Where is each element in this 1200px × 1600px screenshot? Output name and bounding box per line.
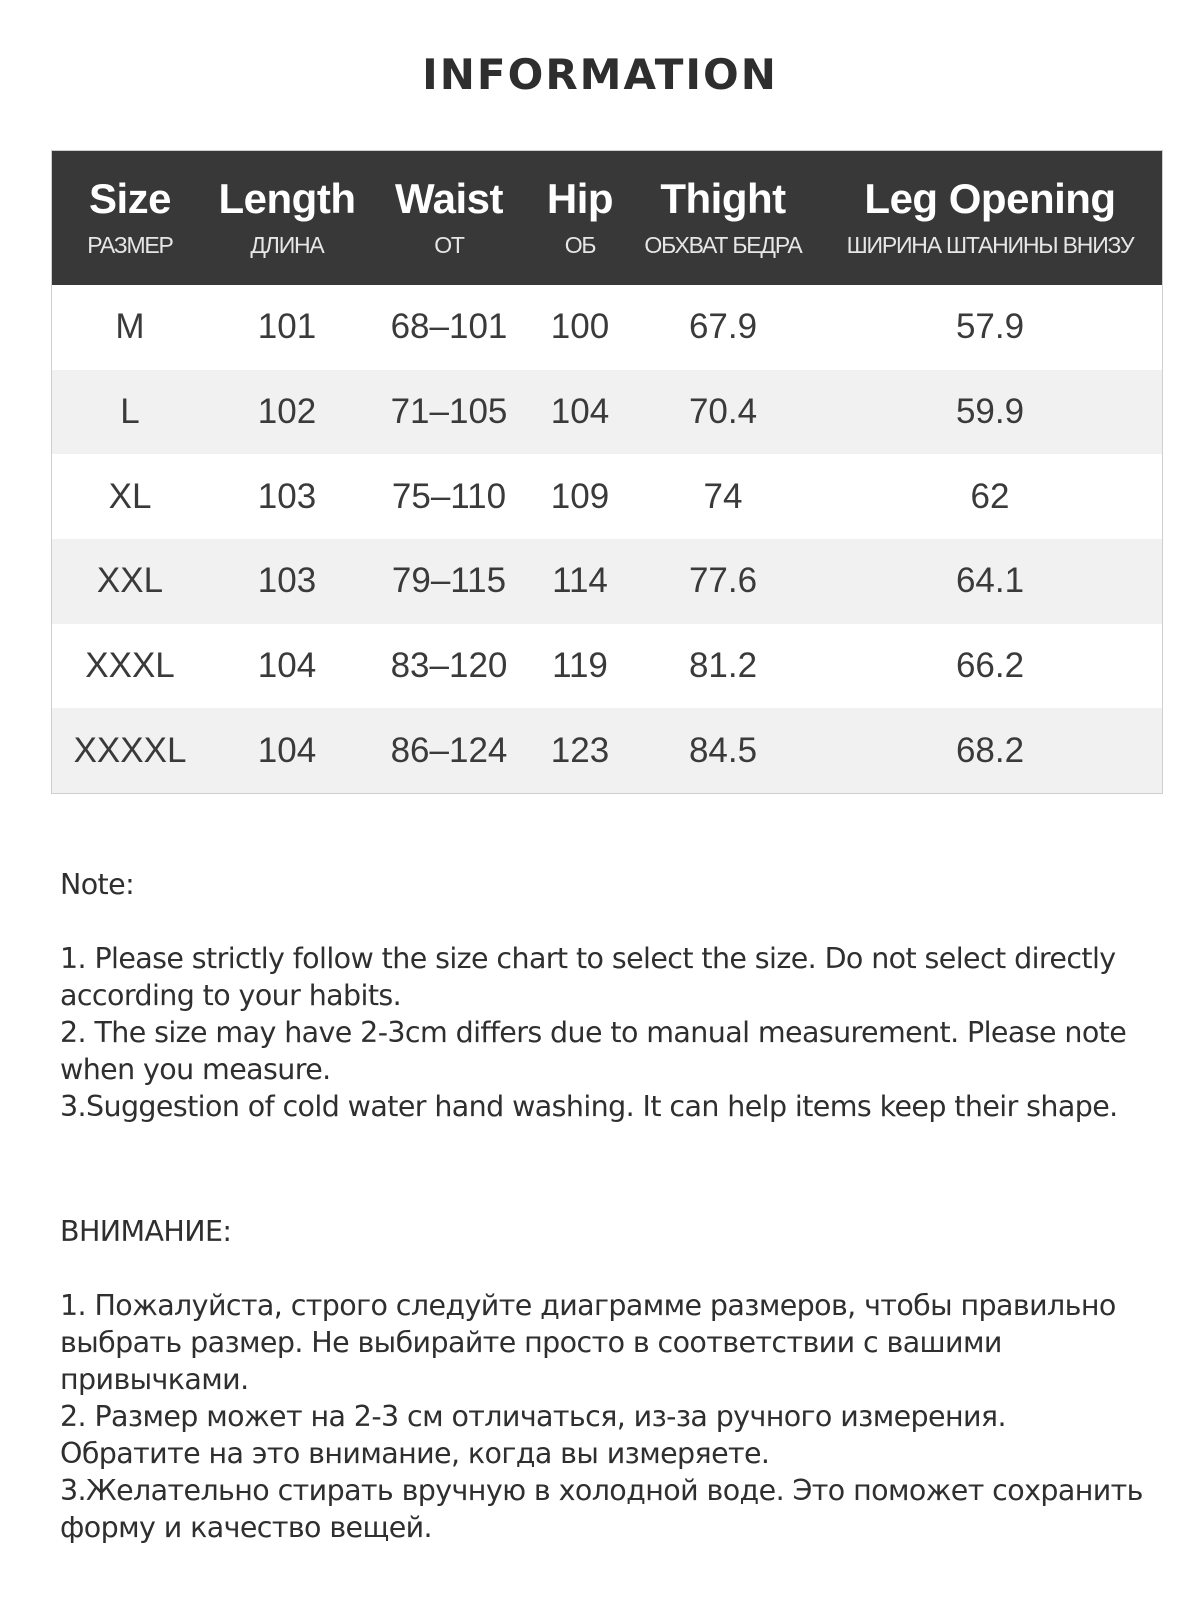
cell-waist: 71–105 (390, 392, 508, 432)
cell-leg-opening: 68.2 (955, 730, 1025, 770)
cell-size: XXXXL (73, 730, 187, 770)
cell-leg-opening: 66.2 (955, 646, 1025, 686)
cell-size: XXXL (85, 646, 175, 686)
header-leg-opening (818, 151, 1162, 285)
cell-hip: 123 (550, 730, 610, 770)
header-ru: ОТ (434, 232, 464, 258)
header-thight (628, 151, 818, 285)
cell-length: 103 (257, 561, 317, 601)
cell-length: 103 (257, 476, 317, 516)
cell-waist: 83–120 (390, 646, 508, 686)
table-row (52, 708, 1162, 793)
cell-thight: 74 (703, 476, 743, 516)
header-en: Hip (546, 175, 614, 222)
cell-hip: 119 (552, 646, 608, 686)
cell-size: XXL (96, 561, 164, 601)
header-waist (366, 151, 532, 285)
cell-hip: 104 (550, 392, 610, 432)
note-item: 1. Пожалуйста, строго следуйте диаграмме размеров, чтобы правильно выбрать размер. Не выбирайте просто в соответствии с вашими привычками. (60, 1289, 1116, 1396)
note-item: 3.Желательно стирать вручную в холодной воде. Это поможет сохранить форму и качество вещей. (60, 1474, 1143, 1544)
cell-waist: 68–101 (390, 307, 508, 347)
cell-waist: 86–124 (390, 730, 508, 770)
header-ru: РАЗМЕР (87, 232, 173, 258)
cell-leg-opening: 62 (970, 476, 1010, 516)
cell-size: M (115, 307, 145, 347)
note-item: 3.Suggestion of cold water hand washing. It can help items keep their shape. (60, 1090, 1118, 1123)
cell-leg-opening: 57.9 (955, 307, 1025, 347)
header-en: Thight (660, 175, 786, 222)
note-heading: ВНИМАНИЕ: (60, 1215, 232, 1248)
note-item: 2. The size may have 2-3cm differs due to manual measurement. Please note when you measure. (60, 1016, 1127, 1086)
size-chart-table (51, 150, 1163, 794)
cell-thight: 77.6 (688, 561, 758, 601)
table-row (52, 285, 1162, 370)
cell-leg-opening: 59.9 (955, 392, 1025, 432)
header-ru: ДЛИНА (250, 232, 324, 258)
table-row (52, 370, 1162, 455)
cell-size: L (120, 392, 140, 432)
note-russian (60, 1213, 1150, 1546)
page-title: INFORMATION (422, 50, 778, 99)
cell-waist: 75–110 (391, 476, 507, 516)
note-item: 1. Please strictly follow the size chart to select the size. Do not select directly according to your habits. (60, 942, 1116, 1012)
table-header-row (52, 151, 1162, 285)
cell-thight: 67.9 (688, 307, 758, 347)
cell-waist: 79–115 (391, 561, 507, 601)
header-en: Waist (395, 175, 503, 222)
cell-leg-opening: 64.1 (955, 561, 1025, 601)
header-en: Size (88, 175, 172, 222)
cell-length: 102 (257, 392, 317, 432)
cell-thight: 84.5 (688, 730, 758, 770)
cell-hip: 114 (552, 561, 608, 601)
cell-size: XL (108, 476, 152, 516)
cell-length: 104 (257, 646, 317, 686)
table-row (52, 454, 1162, 539)
note-english (60, 866, 1150, 1125)
cell-thight: 81.2 (688, 646, 758, 686)
note-item: 2. Размер может на 2-3 см отличаться, из-за ручного измерения. Обратите на это внимание, когда вы измеряете. (60, 1400, 1006, 1470)
header-en: Leg Opening (864, 175, 1116, 222)
cell-length: 104 (257, 730, 317, 770)
cell-length: 101 (257, 307, 317, 347)
cell-hip: 109 (550, 476, 610, 516)
cell-hip: 100 (550, 307, 610, 347)
header-ru: ОБ (564, 232, 596, 258)
table-row (52, 624, 1162, 709)
header-ru: ОБХВАТ БЕДРА (644, 232, 802, 258)
header-size (52, 151, 208, 285)
cell-thight: 70.4 (688, 392, 758, 432)
note-heading: Note: (60, 868, 135, 901)
header-length (208, 151, 366, 285)
header-en: Length (218, 175, 356, 222)
table-row (52, 539, 1162, 624)
header-ru: ШИРИНА ШТАНИНЫ ВНИЗУ (846, 232, 1134, 258)
header-hip (532, 151, 628, 285)
